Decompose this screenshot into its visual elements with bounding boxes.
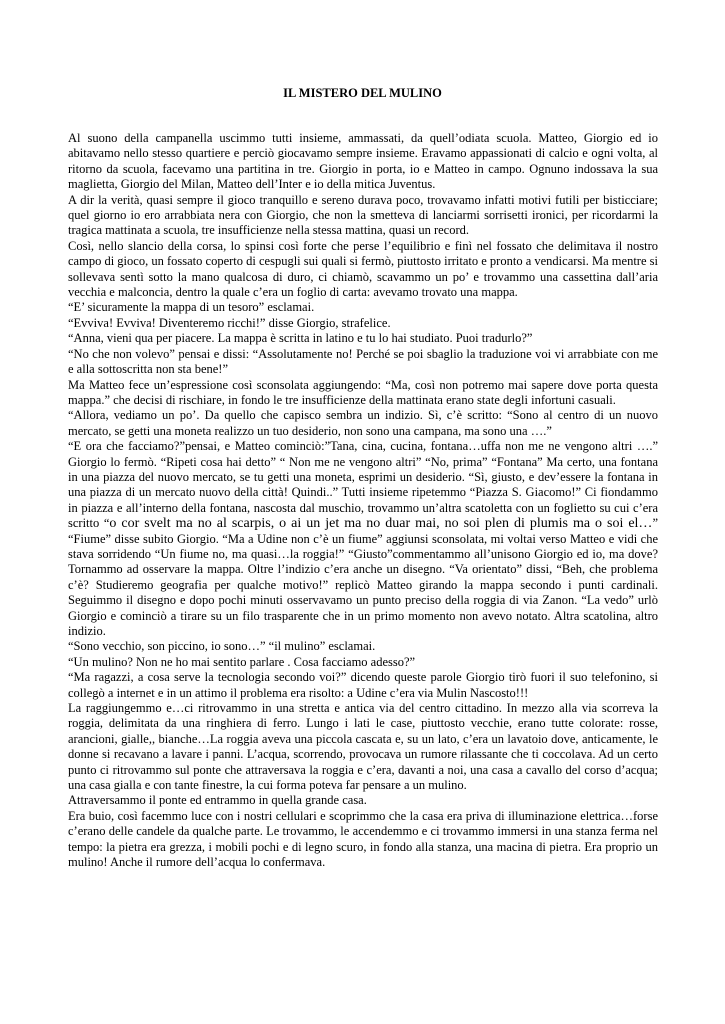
paragraph: Era buio, così facemmo luce con i nostri cellulari e scoprimmo che la casa era priva di illuminazione elettrica…forse c’erano delle candele da qualche parte. Le trovammo, le accendemmo e ci trovammo immersi in una stanza ferma nel tempo: la pietra era grezza, i mobili pochi e di legno scuro, in fondo alla stanza, una macina di pietra. Era proprio un mulino! Anche il rumore dell’acqua lo confermava. [68,808,658,870]
paragraph: “No che non volevo” pensai e dissi: “Assolutamente no! Perché se poi sbaglio la traduzione voi vi arrabbiate con me e alla sottoscritta non sta bene!” [68,346,658,377]
document-title: IL MISTERO DEL MULINO [283,86,442,100]
document-body [68,131,658,871]
paragraph: “Anna, vieni qua per piacere. La mappa è scritta in latino e tu lo hai studiato. Puoi tradurlo?” [68,331,533,346]
paragraph: “Sono vecchio, son piccino, io sono…” “il mulino” esclamai. [68,639,376,654]
paragraph: “Evviva! Evviva! Diventeremo ricchi!” disse Giorgio, strafelice. [68,315,391,330]
paragraph: A dir la verità, quasi sempre il gioco tranquillo e sereno durava poco, trovavamo infatti motivi futili per bisticciare; quel giorno io ero arrabbiata nera con Giorgio, che non la smetteva di lanciarmi sorrisetti ironici, per ricordarmi la tragica mattinata a scuola, tre insufficienze nella stessa mattina, quasi un record. [68,192,658,238]
paragraph: Ma Matteo fece un’espressione così sconsolata aggiungendo: “Ma, così non potremo mai sapere dove porta questa mappa.” che decisi di rischiare, in fondo le tre insufficienze della mattinata erano state degli infortuni casuali. [68,377,658,407]
paragraph [68,439,658,639]
paragraph: Al suono della campanella uscimmo tutti insieme, ammassati, da quell’odiata scuola. Matteo, Giorgio ed io abitavamo nello stesso quartiere e perciò giocavamo sempre insieme. Eravamo appassionati di calcio e ogni volta, al ritorno da scuola, facevamo una partitina in tre. Giorgio in porta, io e Matteo in campo. Ognuno indossava la sua maglietta, Giorgio del Milan, Matteo dell’Inter e io della mitica Juventus. [68,131,658,192]
friulian-riddle: o cor svelt ma no al scarpis, o ai un jet ma no duar mai, no soi plen di plumis ma o soi el… [109,516,653,532]
paragraph: “Ma ragazzi, a cosa serve la tecnologia secondo voi?” dicendo queste parole Giorgio tirò fuori il suo telefonino, si collegò a internet e in un attimo il problema era risolto: a Udine c’era via Mulin Nascosto!!! [68,670,658,700]
paragraph: La raggiungemmo e…ci ritrovammo in una stretta e antica via del centro cittadino. In mezzo alla via scorreva la roggia, delimitata da una ringhiera di ferro. Lungo i lati le case, piuttosto vecchie, erano tutte colorate: rosse, arancioni, gialle,, bianche…La roggia aveva una piccola cascata e, su un lato, c’era un lavatoio dove, anticamente, le donne si recavano a lavare i panni. L’acqua, scorrendo, provocava un rumore rilassante che ti coccolava. Ad un certo punto ci ritrovammo sul ponte che attraversava la roggia e c’era, davanti a noi, una casa a cavallo del corso d’acqua; una casa gialla e con tante finestre, la cui forma poteva far pensare a un mulino. [68,701,658,793]
paragraph-text: ” “Fiume” disse subito Giorgio. “Ma a Udine non c’è un fiume” aggiunsi sconsolata, mi voltai verso Matteo e vidi che stava sorridendo “Un fiume no, ma quasi…la roggia!” “Giusto”commentammo all’unisono Giorgio ed io, ma dove? Tornammo ad osservare la mappa. Oltre l’indizio c’era anche un disegno. “Va orientato” dissi, “Beh, che problema c’è? Studieremo geografia per qualche motivo!” replicò Matteo girando la mappa secondo i punti cardinali. Seguimmo il disegno e dopo pochi minuti osservavamo un punto preciso della roggia di via Zanon. “La vedo” urlò Giorgio e cominciò a tirare su un filo trasparente che in un primo momento non avevo notato. Altra scatolina, altro indizio. [68,516,658,638]
paragraph: Così, nello slancio della corsa, lo spinsi così forte che perse l’equilibrio e finì nel fossato che delimitava il nostro campo di gioco, un fossato coperto di cespugli sui quali si fermò, piuttosto irritato e pronto a vendicarsi. Ma mentre si sollevava sentì sotto la mano qualcosa di duro, ci chiamò, scavammo un po’ e trovammo una cassettina dall’aria vecchia e malconcia, dentro la quale c’era un foglio di carta: avevamo trovato una mappa. [68,238,658,300]
paragraph: “Un mulino? Non ne ho mai sentito parlare . Cosa facciamo adesso?” [68,654,416,669]
paragraph-text: “E ora che facciamo?”pensai, e Matteo cominciò:”Tana, cina, cucina, fontana…uffa non me ne vengono altri ….” Giorgio lo fermò. “Ripeti cosa hai detto” “ Non me ne vengono altri” “No, prima” “Fontana” Ma certo, una fontana in una piazza del nuovo mercato, se tu getti una moneta, esprimi un desiderio. “Sì, giusto, e dev’essere la fontana in una piazza di un mercato nuovo della città! Quindi..” Tutti insieme ripetemmo “Piazza S. Giacomo!” Ci fiondammo in piazza e all’interno della fontana, nascosta dal muschio, trovammo un’altra scatoletta con un foglietto su cui c’era scritto “ [68,439,658,531]
paragraph: “E’ sicuramente la mappa di un tesoro” esclamai. [68,300,315,315]
paragraph: Attraversammo il ponte ed entrammo in quella grande casa. [68,793,367,808]
paragraph: “Allora, vediamo un po’. Da quello che capisco sembra un indizio. Sì, c’è scritto: “Sono al centro di un nuovo mercato, se getti una moneta realizzo un tuo desiderio, non sono una campana, ma sono una ….” [68,408,658,438]
